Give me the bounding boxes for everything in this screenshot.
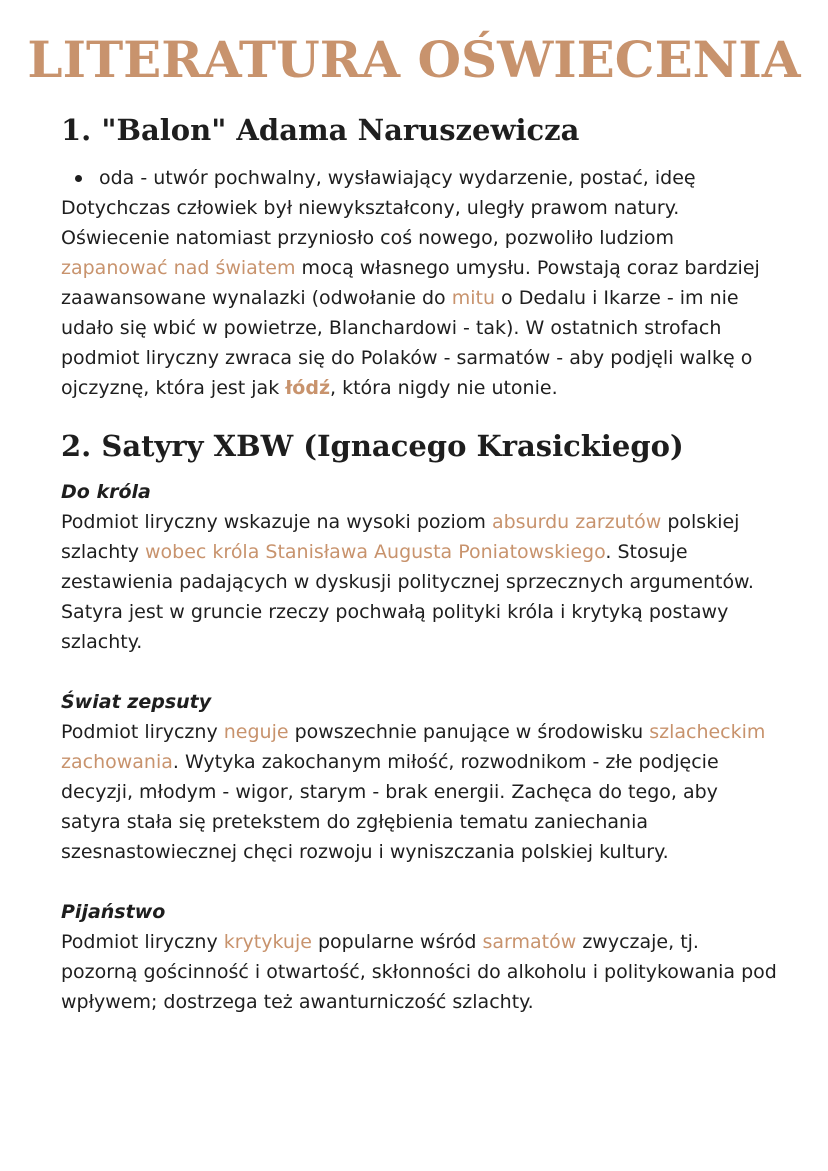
text: Podmiot liryczny wskazuje na wysoki poziom	[61, 511, 492, 533]
section-1-paragraph	[61, 193, 781, 403]
text: . Wytyka zakochanym miłość, rozwodnikom - złe podjęcie decyzji, młodym - wigor, starym - brak energii. Zachęca do tego, aby satyra stała się pretekstem do zgłębienia tematu zaniechania szesnastowiecznej chęci rozwoju i wyniszczania polskiej kultury.	[61, 751, 719, 863]
highlight: krytykuje	[223, 931, 312, 953]
text: o Dedalu i Ikarze - im nie udało się wbić w powietrze, Blanchardowi - tak). W ostatnich strofach podmiot liryczny zwraca się do Polaków - sarmatów - aby podjęli walkę o ojczyznę, która jest jak	[61, 287, 753, 399]
highlight: absurdu zarzutów	[491, 511, 662, 533]
paragraph-do-krola	[61, 507, 781, 657]
text: Podmiot liryczny	[61, 721, 224, 743]
text: mocą własnego umysłu. Powstają coraz bardziej zaawansowane wynalazki (odwołanie do	[61, 257, 760, 309]
highlight-bold: łódź	[285, 377, 331, 399]
text: Dotychczas człowiek był niewykształcony, uległy prawom natury. Oświecenie natomiast przyniosło coś nowego, pozwoliło ludziom	[61, 197, 680, 249]
section-1-heading: 1. "Balon" Adama Naruszewicza	[61, 113, 580, 147]
highlight: zapanować nad światem	[61, 257, 296, 279]
content	[61, 105, 781, 1017]
highlight: sarmatów	[482, 931, 577, 953]
subheading-pijanstwo: Pijaństwo	[61, 901, 166, 923]
section-2-heading: 2. Satyry XBW (Ignacego Krasickiego)	[61, 429, 684, 463]
text: zwyczaje, tj. pozorną gościnność i otwartość, skłonności do alkoholu i politykowania pod wpływem; dostrzega też awanturniczość szlachty.	[61, 931, 777, 1013]
paragraph-pijanstwo	[61, 927, 781, 1017]
subheading-swiat-zepsuty: Świat zepsuty	[61, 691, 212, 713]
highlight: neguje	[223, 721, 289, 743]
text: polskiej szlachty	[61, 511, 740, 563]
text: popularne wśród	[311, 931, 483, 953]
page-title: LITERATURA OŚWIECENIA	[27, 30, 801, 89]
highlight: wobec króla Stanisława Augusta Poniatowskiego	[145, 541, 606, 563]
text: powszechnie panujące w środowisku	[288, 721, 650, 743]
highlight: szlacheckim zachowania	[61, 721, 766, 773]
subheading-do-krola: Do króla	[61, 481, 151, 503]
text: , która nigdy nie utonie.	[330, 377, 558, 399]
bullet-icon	[75, 175, 82, 182]
bullet-text: oda - utwór pochwalny, wysławiający wydarzenie, postać, ideę	[99, 167, 696, 189]
text: Podmiot liryczny	[61, 931, 224, 953]
highlight: mitu	[451, 287, 496, 309]
text: . Stosuje zestawienia padających w dyskusji politycznej sprzecznych argumentów. Satyra jest w gruncie rzeczy pochwałą polityki króla i krytyką postawy szlachty.	[61, 541, 754, 653]
list-item	[61, 163, 781, 193]
paragraph-swiat-zepsuty	[61, 717, 781, 867]
